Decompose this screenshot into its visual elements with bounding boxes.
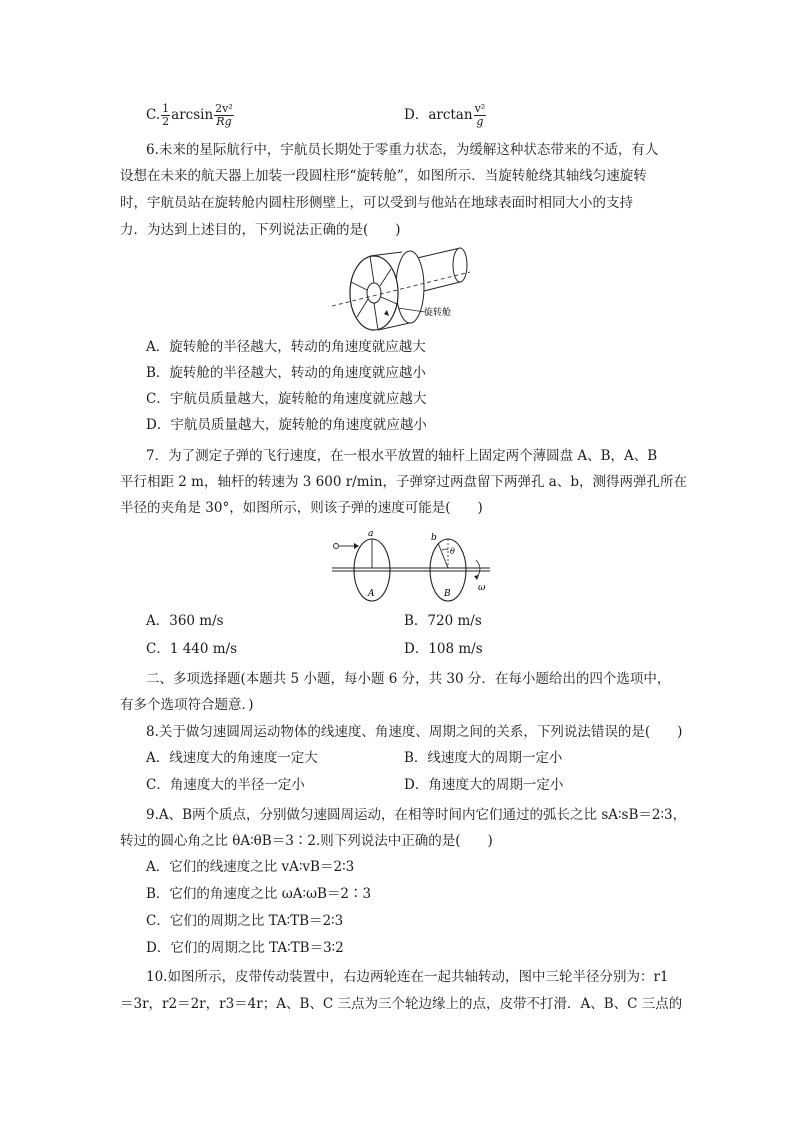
label-omega: ω — [478, 583, 486, 593]
q5-option-d: D．arctan $\frac{\text{v²}}{g}$ — [404, 102, 486, 128]
q10-stem-line-1: 10.如图所示，皮带传动装置中，右边两轮连在一起共轴转动，图中三轮半径分别为：r1 — [146, 969, 669, 985]
q7-stem-line-3: 半径的夹角是 30°，如图所示，则该子弹的速度可能是( ) — [120, 500, 483, 516]
q6-option-c: C．宇航员质量越大，旋转舱的角速度就应越大 — [146, 391, 427, 407]
q7-option-b: B．720 m/s — [404, 613, 482, 629]
label-disk-a: A — [368, 589, 375, 599]
fraction-2v2-rg: $\frac{\text{2v²}}{Rg}$ — [215, 102, 233, 128]
rotating-cabin-label: 旋转舱 — [424, 308, 452, 318]
q5-option-c-prefix: C. — [146, 107, 161, 123]
q8-stem: 8.关于做匀速圆周运动物体的线速度、角速度、周期之间的关系，下列说法错误的是( ) — [146, 724, 683, 740]
section-2-heading-line-1: 二、多项选择题(本题共 5 小题，每小题 6 分，共 30 分．在每小题给出的四个选项中， — [146, 671, 671, 687]
bullet-disks-figure — [330, 524, 500, 602]
label-disk-b: B — [444, 589, 451, 599]
q7-stem-line-1: 7．为了测定子弹的飞行速度，在一根水平放置的轴杆上固定两个薄圆盘 A、B，A、B — [146, 448, 658, 464]
q5-option-c: C. $\frac{1}{2}$ arcsin $\frac{\text{2v²}}{Rg}$ — [146, 102, 233, 128]
q6-stem-line-2: 设想在未来的航天器上加装一段圆柱形“旋转舱”，如图所示．当旋转舱绕其轴线匀速旋转 — [120, 168, 647, 184]
q8-option-a: A．线速度大的角速度一定大 — [146, 750, 318, 766]
q6-option-d: D．宇航员质量越大，旋转舱的角速度就应越小 — [146, 417, 427, 433]
fraction-v2-g: $\frac{\text{v²}}{g}$ — [474, 102, 486, 128]
label-b: b — [431, 533, 437, 543]
q6-option-a: A．旋转舱的半径越大，转动的角速度就应越大 — [146, 339, 426, 355]
q9-option-b: B．它们的角速度之比 ωA∶ωB＝2∶3 — [146, 886, 372, 902]
q6-stem-line-1: 6.未来的星际航行中，宇航员长期处于零重力状态，为缓解这种状态带来的不适，有人 — [146, 142, 659, 158]
q7-stem-line-2: 平行相距 2 m，轴杆的转速为 3 600 r/min，子弹穿过两盘留下两弹孔 a、b，测得两弹孔所在 — [120, 474, 687, 490]
q9-option-d: D．它们的周期之比 TA∶TB＝3∶2 — [146, 940, 344, 956]
q8-option-c: C．角速度大的半径一定小 — [146, 777, 305, 793]
q7-option-a: A．360 m/s — [146, 613, 224, 629]
q7-option-c: C．1 440 m/s — [146, 641, 238, 657]
fraction-half: $\frac{1}{2}$ — [162, 102, 170, 128]
q6-option-b: B．旋转舱的半径越大，转动的角速度就应越小 — [146, 365, 426, 381]
q8-option-b: B．线速度大的周期一定小 — [404, 750, 563, 766]
label-a: a — [368, 529, 374, 539]
q9-option-c: C．它们的周期之比 TA∶TB＝2∶3 — [146, 913, 344, 929]
rotating-cabin-figure — [330, 242, 490, 332]
label-theta: θ — [450, 547, 455, 556]
q9-stem-line-1: 9.A、B两个质点，分别做匀速圆周运动，在相等时间内它们通过的弧长之比 sA∶sB＝2∶3， — [146, 807, 687, 823]
q6-stem-line-4: 力．为达到上述目的，下列说法正确的是( ) — [120, 222, 401, 238]
q6-stem-line-3: 时，宇航员站在旋转舱内圆柱形侧壁上，可以受到与他站在地球表面时相同大小的支持 — [120, 195, 633, 211]
q9-stem-line-2: 转过的圆心角之比 θA∶θB＝3∶2.则下列说法中正确的是( ) — [120, 833, 493, 849]
q10-stem-line-2: ＝3r，r2＝2r，r3＝4r；A、B、C 三点为三个轮边缘上的点，皮带不打滑．A、B、C 三点的 — [120, 996, 683, 1012]
section-2-heading-line-2: 有多个选项符合题意．) — [120, 697, 254, 713]
q9-option-a: A．它们的线速度之比 vA∶vB＝2∶3 — [146, 859, 355, 875]
q7-option-d: D．108 m/s — [404, 641, 483, 657]
q8-option-d: D．角速度大的周期一定小 — [404, 777, 564, 793]
